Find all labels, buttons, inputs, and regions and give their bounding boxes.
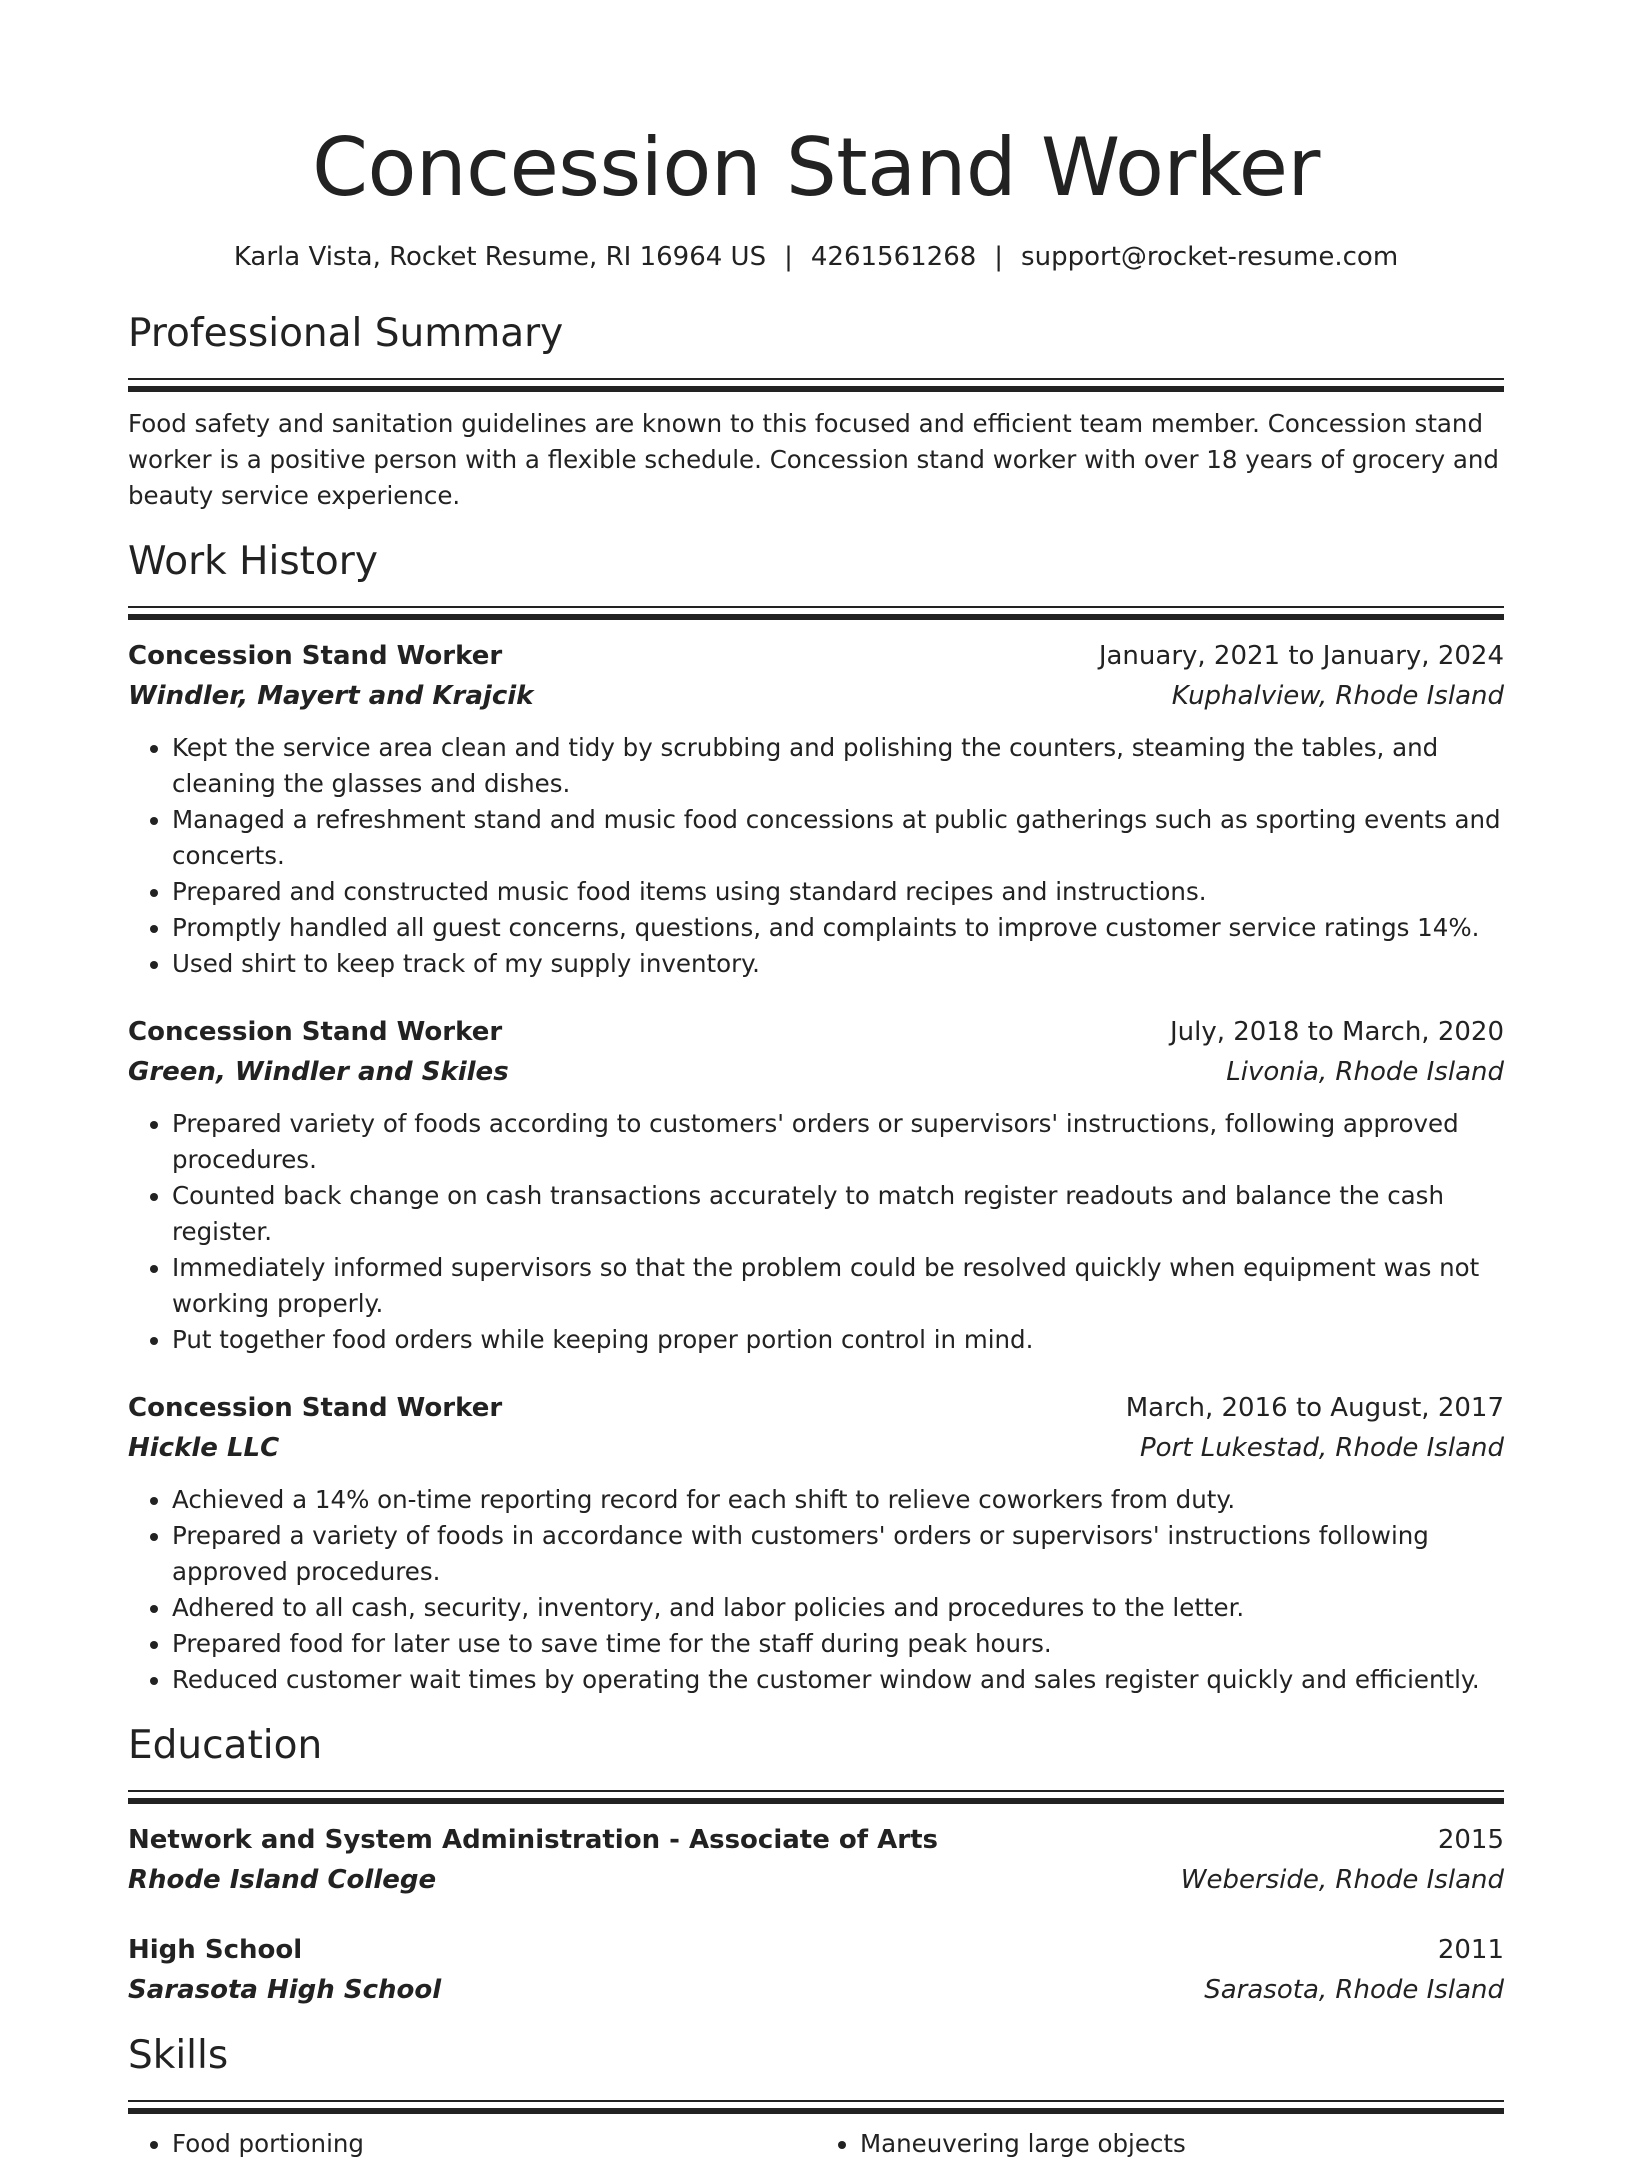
skills-section: [128, 2030, 1504, 2162]
job-bullets: [128, 730, 1504, 982]
job-bullets: [128, 1482, 1504, 1698]
bullet-item: • Reduced customer wait times by operating the customer window and sales register quickly and efficiently.: [172, 1662, 1504, 1698]
section-divider-thick: [128, 386, 1504, 392]
job-entry: [128, 636, 1504, 982]
summary-text: Food safety and sanitation guidelines are known to this focused and efficient team member. Concession stand worker is a positive person with a flexible schedule. Concession stand worker with over 18 years of grocery and beauty service experience.: [128, 409, 1499, 510]
skills-column-right: [816, 2126, 1504, 2162]
education-section: [128, 1720, 1504, 2010]
job-location: Port Lukestad, Rhode Island: [1139, 1433, 1504, 1463]
work-heading: Work History: [128, 539, 378, 584]
job-location: Livonia, Rhode Island: [1226, 1057, 1504, 1087]
job-company: Hickle LLC: [128, 1433, 280, 1463]
bullet-item: • Prepared variety of foods according to customers' orders or supervisors' instructions, following approved procedures.: [172, 1106, 1504, 1178]
summary-heading: Professional Summary: [128, 311, 564, 356]
job-dates: July, 2018 to March, 2020: [1169, 1017, 1504, 1047]
education-school: Rhode Island College: [128, 1865, 437, 1895]
contact-separator: |: [994, 242, 1004, 272]
skills-heading: Skills: [128, 2033, 229, 2078]
contact-separator: |: [784, 242, 793, 272]
work-section: [128, 536, 1504, 1698]
job-company: Windler, Mayert and Krajcik: [128, 681, 534, 711]
bullet-item: • Promptly handled all guest concerns, questions, and complaints to improve customer service ratings 14%.: [172, 910, 1504, 946]
job-title: Concession Stand Worker: [128, 1393, 503, 1423]
bullet-item: • Prepared a variety of foods in accordance with customers' orders or supervisors' instructions following approved procedures.: [172, 1518, 1504, 1590]
bullet-item: • Prepared food for later use to save time for the staff during peak hours.: [172, 1626, 1504, 1662]
job-company: Green, Windler and Skiles: [128, 1057, 509, 1087]
bullet-item: • Achieved a 14% on-time reporting record for each shift to relieve coworkers from duty.: [172, 1482, 1504, 1518]
bullet-item: • Prepared and constructed music food items using standard recipes and instructions.: [172, 874, 1504, 910]
education-year: 2011: [1437, 1935, 1504, 1965]
bullet-item: • Kept the service area clean and tidy by scrubbing and polishing the counters, steaming the tables, and cleaning the glasses and dishes.: [172, 730, 1504, 802]
education-degree: High School: [128, 1935, 303, 1965]
contact-phone: 4261561268: [810, 242, 977, 272]
section-divider: [128, 378, 1504, 380]
section-divider: [128, 2100, 1504, 2102]
education-heading: Education: [128, 1723, 323, 1768]
skill-item: • Maneuvering large objects: [860, 2126, 1504, 2162]
summary-section: [128, 308, 1504, 514]
job-title: Concession Stand Worker: [128, 1017, 503, 1047]
bullet-item: • Adhered to all cash, security, inventory, and labor policies and procedures to the letter.: [172, 1590, 1504, 1626]
education-location: Weberside, Rhode Island: [1180, 1865, 1504, 1895]
skills-column-left: [128, 2126, 816, 2162]
contact-line: [128, 240, 1504, 274]
bullet-item: • Immediately informed supervisors so that the problem could be resolved quickly when equipment was not working properly.: [172, 1250, 1504, 1322]
bullet-item: • Managed a refreshment stand and music food concessions at public gatherings such as sporting events and concerts.: [172, 802, 1504, 874]
section-divider-thick: [128, 1798, 1504, 1804]
job-location: Kuphalview, Rhode Island: [1171, 681, 1504, 711]
job-title: Concession Stand Worker: [128, 641, 503, 671]
section-divider: [128, 1790, 1504, 1792]
contact-email: support@rocket-resume.com: [1021, 242, 1399, 272]
education-year: 2015: [1437, 1825, 1504, 1855]
skills-list: [128, 2126, 1504, 2162]
education-school: Sarasota High School: [128, 1975, 442, 2005]
education-entry: [128, 1930, 1504, 2010]
job-bullets: [128, 1106, 1504, 1358]
job-entry: [128, 1388, 1504, 1698]
section-divider-thick: [128, 2108, 1504, 2114]
education-degree: Network and System Administration - Associate of Arts: [128, 1825, 938, 1855]
resume-title: Concession Stand Worker: [312, 121, 1320, 214]
bullet-item: • Used shirt to keep track of my supply inventory.: [172, 946, 1504, 982]
bullet-item: • Counted back change on cash transactions accurately to match register readouts and balance the cash register.: [172, 1178, 1504, 1250]
section-divider-thick: [128, 614, 1504, 620]
contact-address: Karla Vista, Rocket Resume, RI 16964 US: [233, 242, 767, 272]
job-dates: January, 2021 to January, 2024: [1098, 641, 1504, 671]
education-location: Sarasota, Rhode Island: [1204, 1975, 1504, 2005]
section-divider: [128, 606, 1504, 608]
bullet-item: • Put together food orders while keeping proper portion control in mind.: [172, 1322, 1504, 1358]
job-dates: March, 2016 to August, 2017: [1125, 1393, 1504, 1423]
education-entry: [128, 1820, 1504, 1900]
job-entry: [128, 1012, 1504, 1358]
skill-item: • Food portioning: [172, 2126, 816, 2162]
